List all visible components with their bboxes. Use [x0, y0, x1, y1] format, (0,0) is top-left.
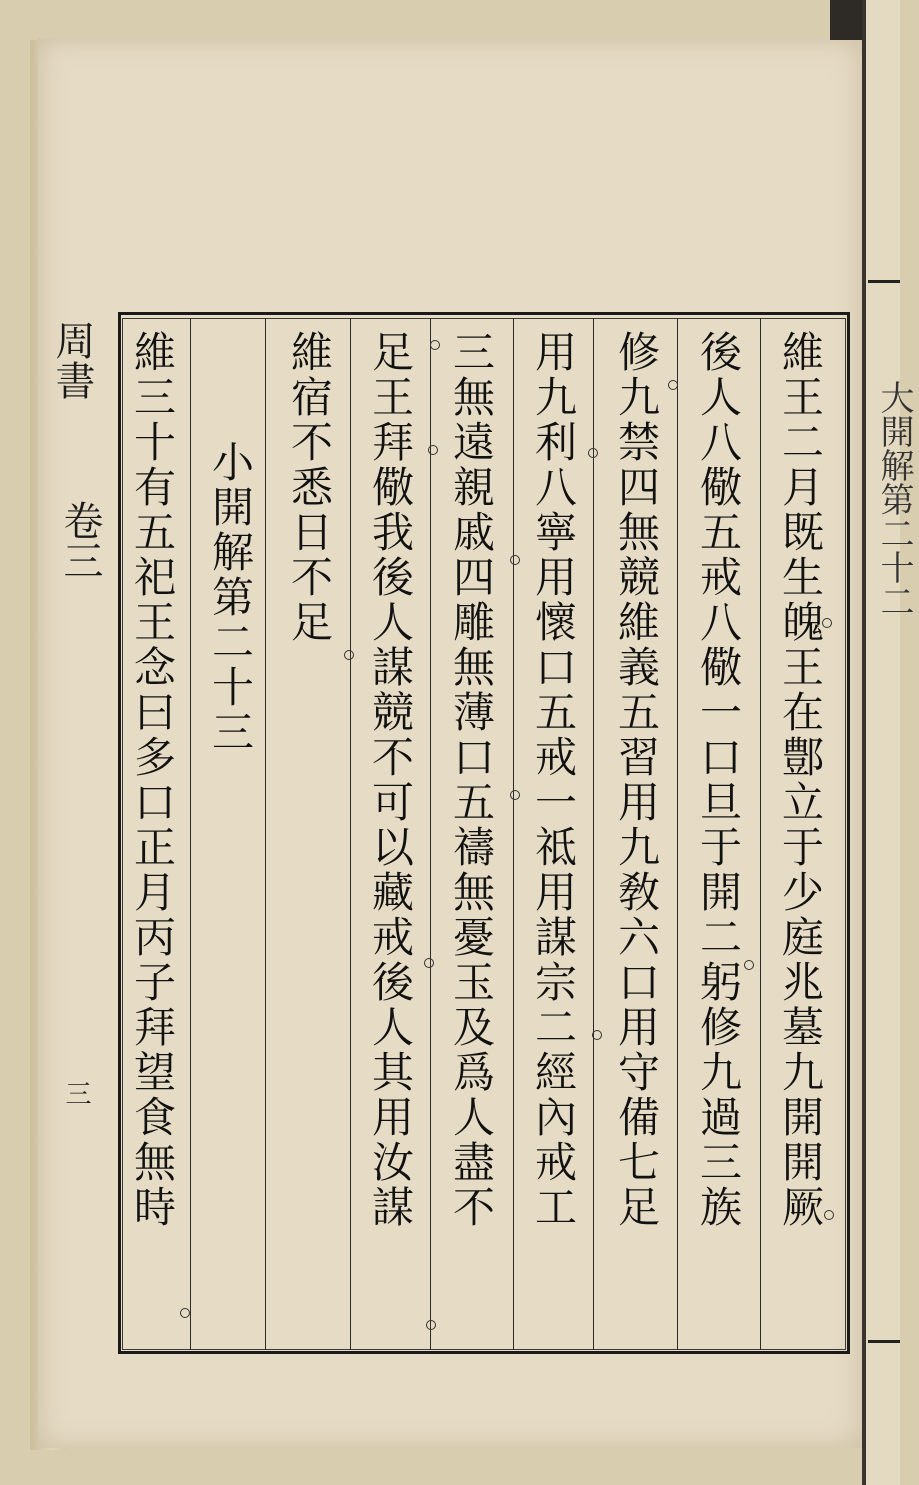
- facing-page-rule-bottom: [868, 1340, 900, 1343]
- text-column-1: 維王二月既生魄王在鄷立于少庭兆墓九開開厥: [776, 330, 825, 1230]
- chapter-heading: 小開解第二十三: [206, 440, 255, 755]
- column-rule: [760, 318, 761, 1350]
- facing-page-rule-top: [868, 280, 900, 283]
- punctuation-mark: [426, 1320, 436, 1330]
- margin-page-number: 三: [61, 1080, 91, 1106]
- punctuation-mark: [744, 960, 754, 970]
- text-column-6: 足王拜儆我後人謀競不可以藏戒後人其用汝謀: [366, 330, 415, 1230]
- punctuation-mark: [668, 380, 678, 390]
- column-rule: [677, 318, 678, 1350]
- punctuation-mark: [588, 448, 598, 458]
- text-column-2: 後人八儆五戒八儆一口旦于開二躬修九過三族: [694, 330, 743, 1230]
- column-rule: [513, 318, 514, 1350]
- text-column-7: 維宿不悉日不足: [285, 330, 334, 645]
- text-column-9: 維三十有五祀王念曰多口正月丙子拜望食無時: [128, 330, 177, 1230]
- punctuation-mark: [824, 1210, 834, 1220]
- margin-volume: 卷三: [57, 500, 103, 580]
- text-column-4: 用九利八寧用懷口五戒一祗用謀宗二經內戒工: [529, 330, 578, 1230]
- facing-page-title: 大開解第二十二: [874, 380, 914, 618]
- punctuation-mark: [510, 555, 520, 565]
- punctuation-mark: [428, 445, 438, 455]
- column-rule: [350, 318, 351, 1350]
- margin-book-title: 周書: [49, 320, 95, 400]
- facing-page: [866, 0, 900, 1485]
- column-rule: [190, 318, 191, 1350]
- punctuation-mark: [592, 1030, 602, 1040]
- punctuation-mark: [424, 958, 434, 968]
- punctuation-mark: [180, 1308, 190, 1318]
- punctuation-mark: [430, 340, 440, 350]
- column-rule: [593, 318, 594, 1350]
- punctuation-mark: [344, 650, 354, 660]
- text-column-3: 修九禁四無競維義五習用九敎六口用守備七足: [612, 330, 661, 1230]
- column-rule: [265, 318, 266, 1350]
- column-rule: [430, 318, 431, 1350]
- text-column-5: 三無遠親戚四雕無薄口五禱無憂玉及爲人盡不: [447, 330, 496, 1230]
- punctuation-mark: [510, 790, 520, 800]
- punctuation-mark: [822, 618, 832, 628]
